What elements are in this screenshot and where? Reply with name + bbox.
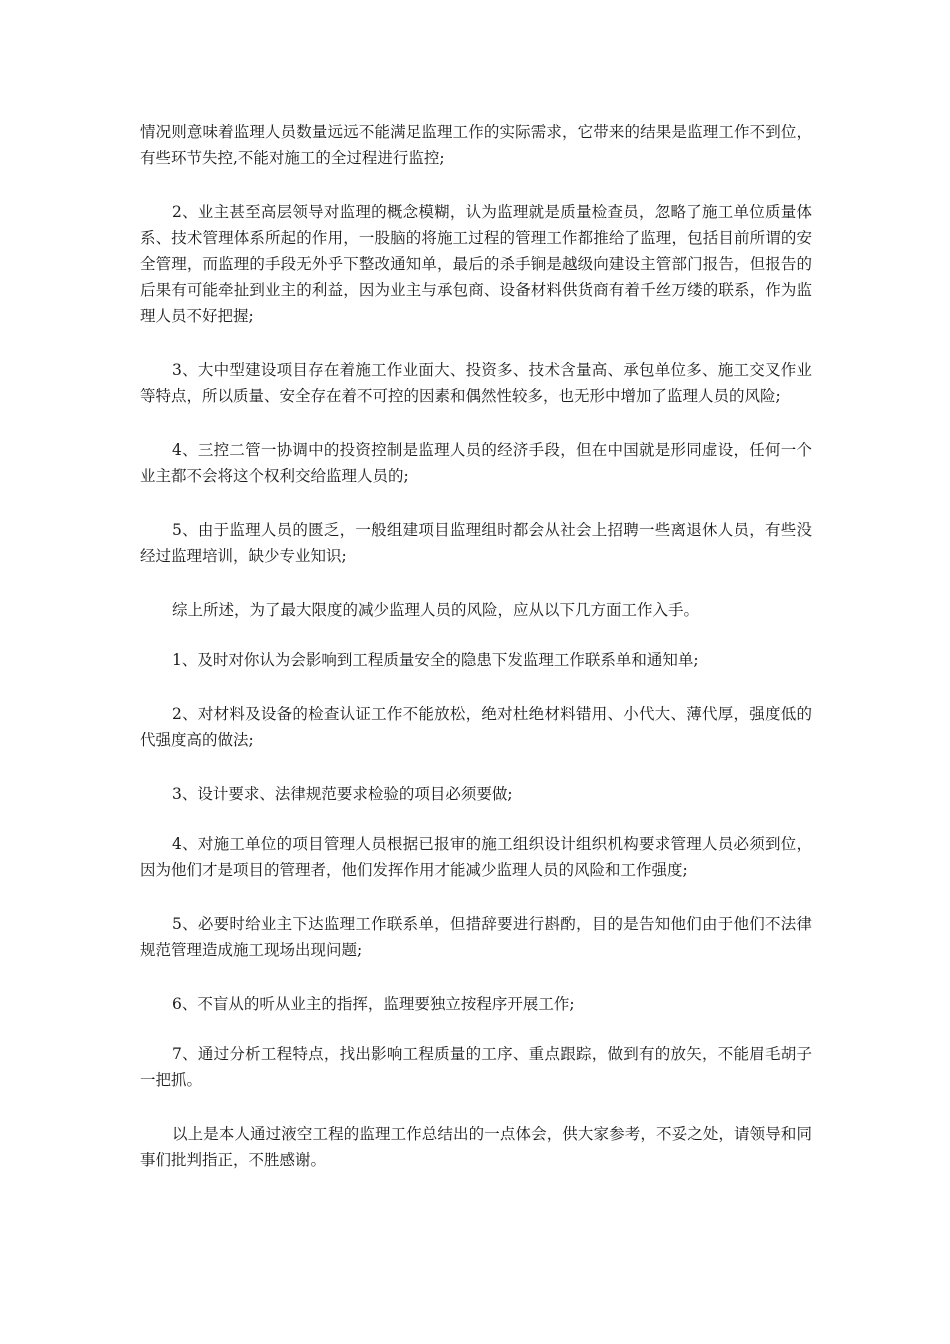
paragraph-issue-2: 2、业主甚至高层领导对监理的概念模糊，认为监理就是质量检查员，忽略了施工单位质量体系、技术管理体系所起的作用，一股脑的将施工过程的管理工作都推给了监理，包括目前所谓的安全管理，而监理的手段无外乎下整改通知单，最后的杀手锏是越级向建设主管部门报告，但报告的后果有可能牵扯到业主的利益，因为业主与承包商、设备材料供货商有着千丝万缕的联系，作为监理人员不好把握;	[140, 203, 812, 325]
paragraph-issue-3: 3、大中型建设项目存在着施工作业面大、投资多、技术含量高、承包单位多、施工交叉作业等特点，所以质量、安全存在着不可控的因素和偶然性较多，也无形中增加了监理人员的风险;	[140, 361, 812, 405]
paragraph-issue-5: 5、由于监理人员的匮乏，一般组建项目监理组时都会从社会上招聘一些离退休人员，有些没经过监理培训，缺少专业知识;	[140, 521, 812, 565]
paragraph-conclusion: 以上是本人通过液空工程的监理工作总结出的一点体会，供大家参考，不妥之处，请领导和同事们批判指正，不胜感谢。	[140, 1125, 812, 1169]
paragraph-measure-2: 2、对材料及设备的检查认证工作不能放松，绝对杜绝材料错用、小代大、薄代厚，强度低的代强度高的做法;	[140, 705, 812, 749]
paragraph-measure-5: 5、必要时给业主下达监理工作联系单，但措辞要进行斟酌，目的是告知他们由于他们不法律规范管理造成施工现场出现问题;	[140, 915, 812, 959]
paragraph-continuation: 情况则意味着监理人员数量远远不能满足监理工作的实际需求，它带来的结果是监理工作不到位，有些环节失控,不能对施工的全过程进行监控;	[140, 123, 812, 167]
paragraph-summary: 综上所述，为了最大限度的减少监理人员的风险，应从以下几方面工作入手。	[172, 601, 700, 619]
paragraph-measure-7: 7、通过分析工程特点，找出影响工程质量的工序、重点跟踪，做到有的放矢，不能眉毛胡子一把抓。	[140, 1045, 812, 1089]
paragraph-issue-4: 4、三控二管一协调中的投资控制是监理人员的经济手段，但在中国就是形同虚设，任何一个业主都不会将这个权利交给监理人员的;	[140, 441, 812, 485]
document-body	[140, 119, 812, 1201]
paragraph-measure-1: 1、及时对你认为会影响到工程质量安全的隐患下发监理工作联系单和通知单;	[172, 651, 699, 669]
paragraph-measure-3: 3、设计要求、法律规范要求检验的项目必须要做;	[172, 785, 513, 803]
paragraph-measure-4: 4、对施工单位的项目管理人员根据已报审的施工组织设计组织机构要求管理人员必须到位，因为他们才是项目的管理者，他们发挥作用才能减少监理人员的风险和工作强度;	[140, 835, 812, 879]
paragraph-measure-6: 6、不盲从的听从业主的指挥，监理要独立按程序开展工作;	[172, 995, 575, 1013]
